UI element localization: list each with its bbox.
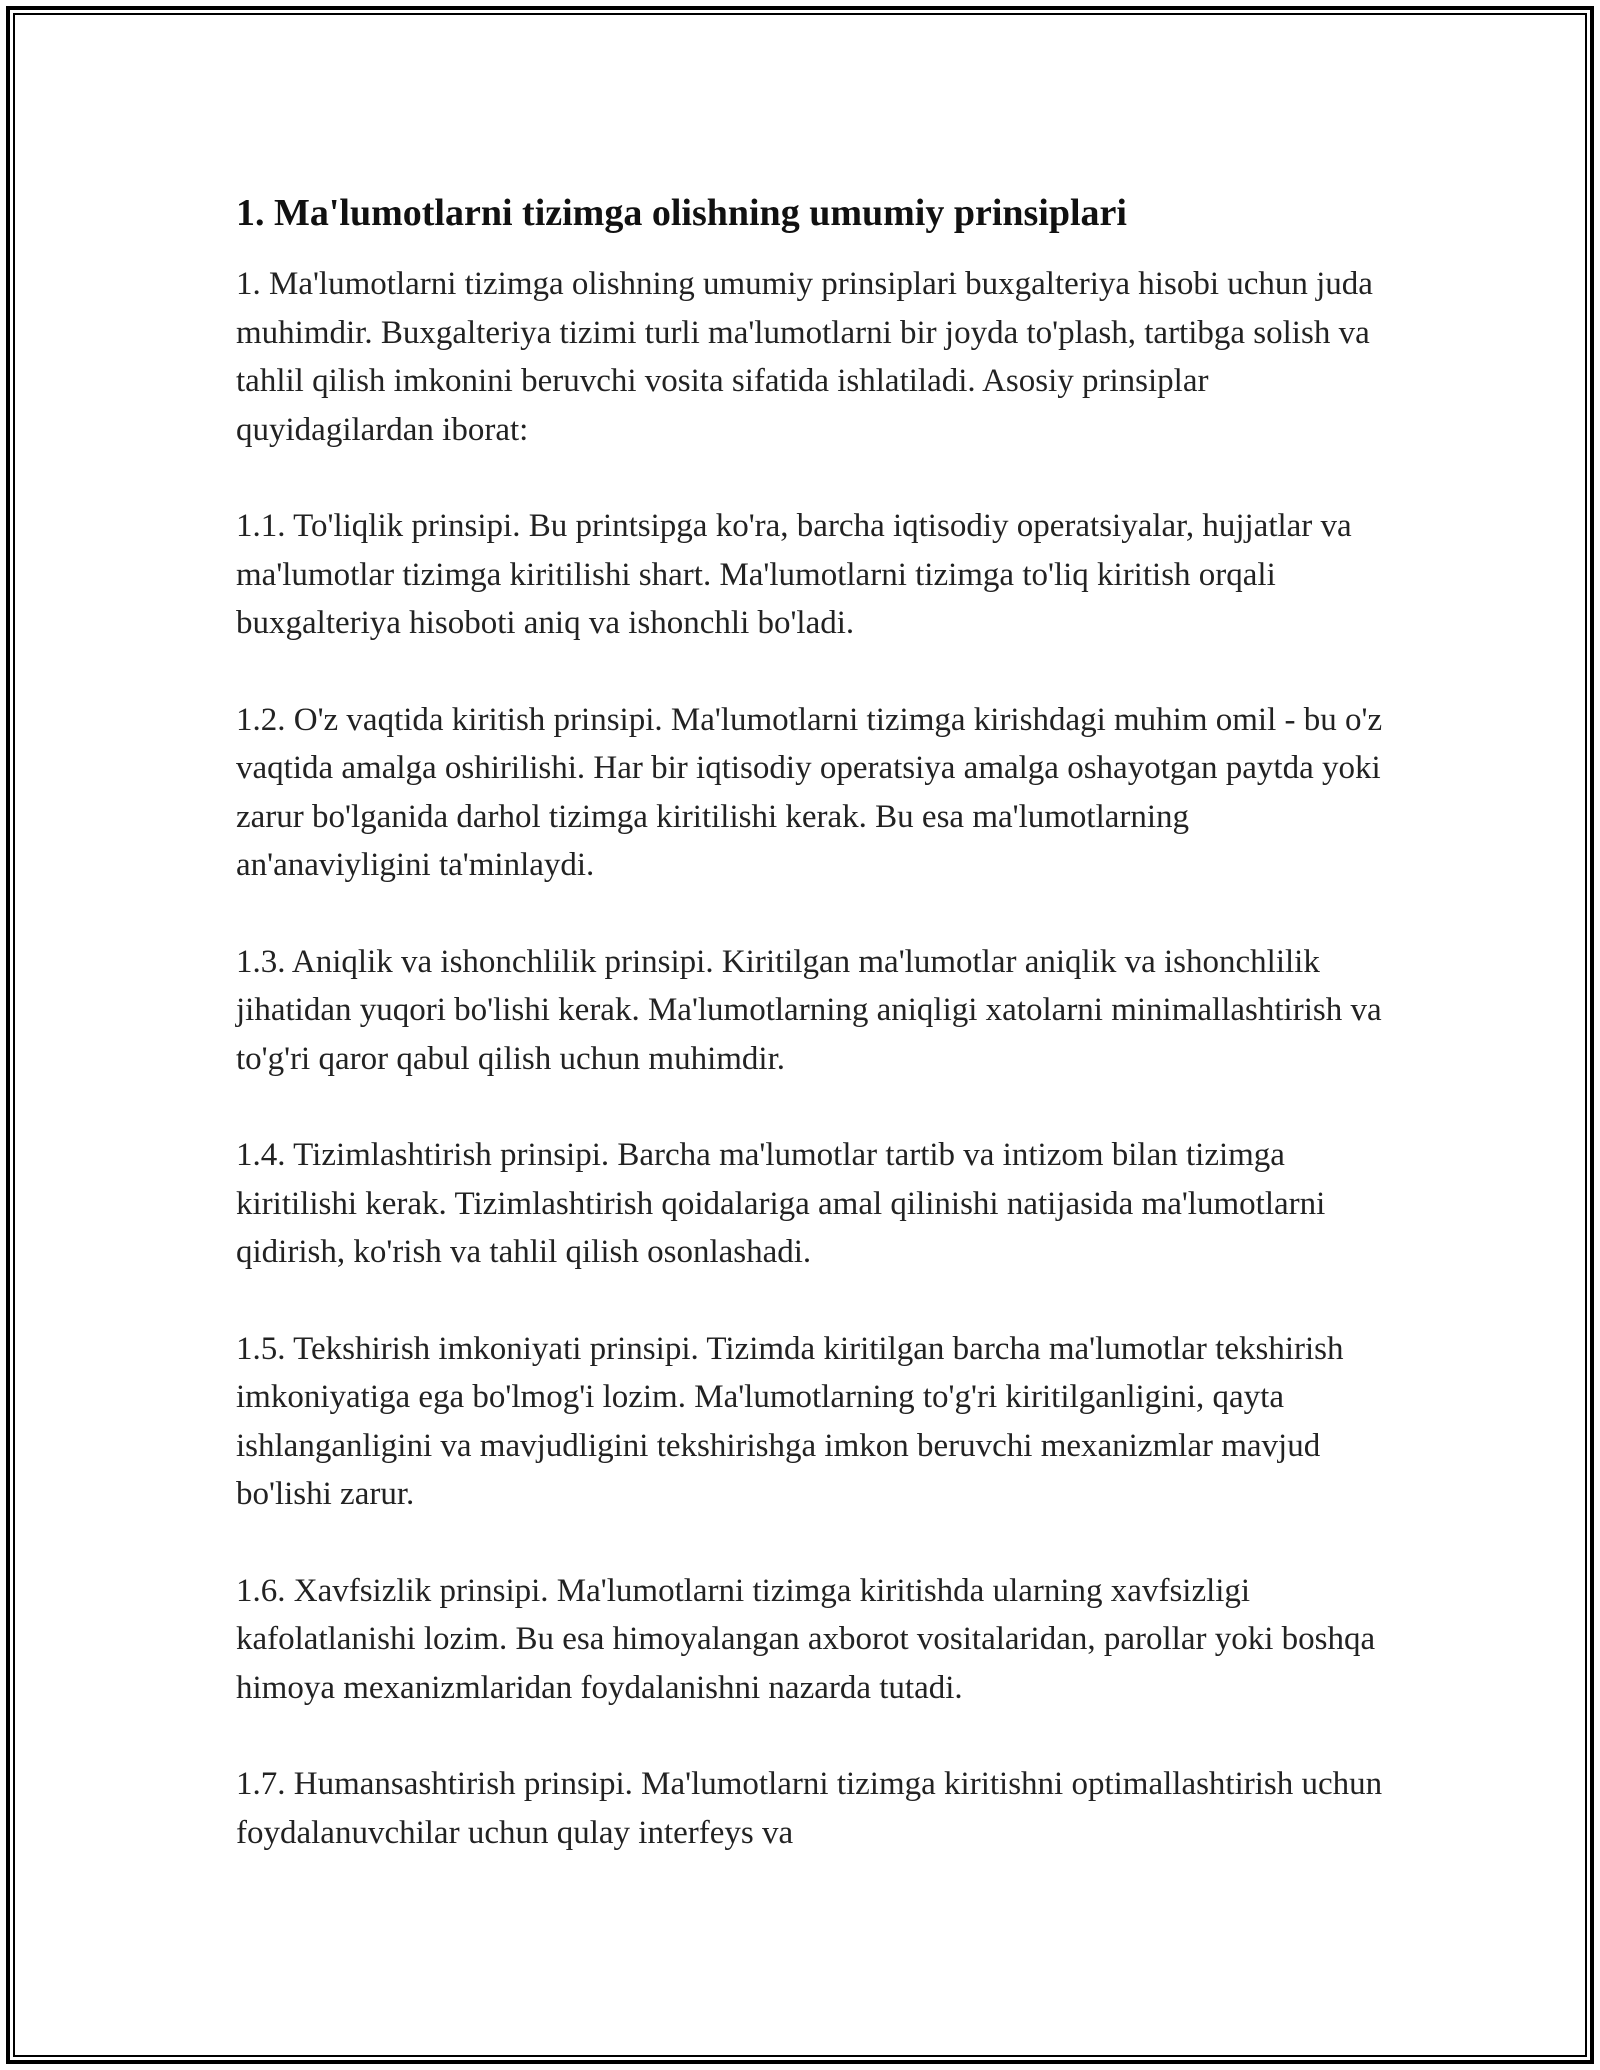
paragraph-humanization: 1.7. Humansashtirish prinsipi. Ma'lumotlarni tizimga kiritishni optimallashtirish uchun foydalanuvchilar uchun qulay interfeys va bbox=[236, 1766, 1383, 1851]
document-body bbox=[236, 188, 1386, 1905]
paragraph-verifiability: 1.5. Tekshirish imkoniyati prinsipi. Tizimda kiritilgan barcha ma'lumotlar tekshirish imkoniyatiga ega bo'lmog'i lozim. Ma'lumotlarning to'g'ri kiritilganligini, qayta ishlanganligini va mavjudligini tekshirishga imkon beruvchi mexanizmlar mavjud bo'lishi zarur. bbox=[236, 1330, 1344, 1512]
paragraph-completeness: 1.1. To'liqlik prinsipi. Bu printsipga ko'ra, barcha iqtisodiy operatsiyalar, hujjatlar va ma'lumotlar tizimga kiritilishi shart. Ma'lumotlarni tizimga to'liq kiritish orqali buxgalteriya hisoboti aniq va ishonchli bo'ladi. bbox=[236, 508, 1352, 641]
document-title: 1. Ma'lumotlarni tizimga olishning umumiy prinsiplari bbox=[236, 192, 1127, 234]
paragraph-systematization: 1.4. Tizimlashtirish prinsipi. Barcha ma'lumotlar tartib va intizom bilan tizimga kiritilishi kerak. Tizimlashtirish qoidalariga amal qilinishi natijasida ma'lumotlarni qidirish, ko'rish va tahlil qilish osonlashadi. bbox=[236, 1137, 1326, 1270]
paragraph-intro: 1. Ma'lumotlarni tizimga olishning umumiy prinsiplari buxgalteriya hisobi uchun juda muhimdir. Buxgalteriya tizimi turli ma'lumotlarni bir joyda to'plash, tartibga solish va tahlil qilish imkonini beruvchi vosita sifatida ishlatiladi. Asosiy prinsiplar quyidagilardan iborat: bbox=[236, 266, 1373, 448]
paragraph-security: 1.6. Xavfsizlik prinsipi. Ma'lumotlarni tizimga kiritishda ularning xavfsizligi kafolatlanishi lozim. Bu esa himoyalangan axborot vositalaridan, parollar yoki boshqa himoya mexanizmlaridan foydalanishni nazarda tutadi. bbox=[236, 1572, 1376, 1706]
paragraph-timeliness: 1.2. O'z vaqtida kiritish prinsipi. Ma'lumotlarni tizimga kirishdagi muhim omil - bu o'z vaqtida amalga oshirilishi. Har bir iqtisodiy operatsiya amalga oshayotgan paytda yoki zarur bo'lganida darhol tizimga kiritilishi kerak. Bu esa ma'lumotlarning an'anaviyligini ta'minlaydi. bbox=[236, 701, 1383, 883]
paragraph-accuracy: 1.3. Aniqlik va ishonchlilik prinsipi. Kiritilgan ma'lumotlar aniqlik va ishonchlilik jihatidan yuqori bo'lishi kerak. Ma'lumotlarning aniqligi xatolarni minimallashtirish va to'g'ri qaror qabul qilish uchun muhimdir. bbox=[236, 943, 1382, 1077]
